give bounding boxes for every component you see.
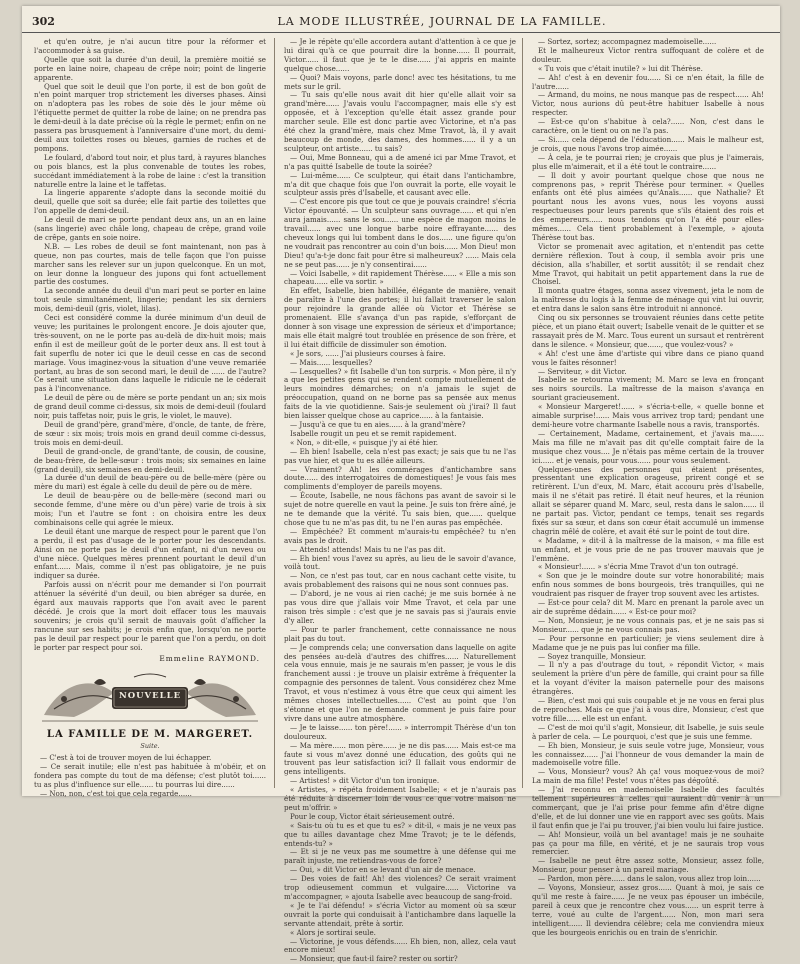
paragraph: — Je le répète qu'elle accordera autant d'attention à ce que je lui dirai qu'à ce que pourrait dire la bonne...... Il pourrait, Victor...... il faut que je te le dise...... j'ai appris en mainte quelque chose...... xyxy=(284,37,516,73)
paragraph: Deuil de grand'père, grand'mère, d'oncle, de tante, de frère, de sœur : six mois; trois mois en grand deuil comme ci-dessus, trois mois en demi-deuil. xyxy=(34,419,266,447)
article-mourning-etiquette xyxy=(34,38,266,653)
paragraph: — Voici Isabelle, » dit rapidement Thérèse...... « Elle a mis son chapeau...... elle va sortir. » xyxy=(284,268,516,287)
paragraph: — Eh bien! Isabelle, cela n'est pas exact; je sais que tu ne l'as pas vue hier, et que tu es allée ailleurs. xyxy=(284,446,516,465)
paragraph: — Mais...... lesquelles? xyxy=(290,357,373,367)
paragraph: Le foulard, d'abord tout noir, et plus tard, à rayures blanches ou pois blancs, est la plus convenable de toutes les robes, succédant immédiatement à la robe de laine : c'est la transition naturelle entre la laine et le taffetas. xyxy=(34,152,266,189)
story-title: LA FAMILLE DE M. MARGERET. xyxy=(46,729,254,741)
paragraph: Il monta quatre étages, sonna assez vivement, jeta le nom de la maîtresse du logis à la femme de ménage qui vint lui ouvrir, et entra dans le salon sans être introduit ni annoncé. xyxy=(532,286,764,314)
column-rule-right xyxy=(522,38,523,788)
paragraph: — Est-ce pour cela? dit M. Marc en prenant la parole avec un air de suprême dédain...... « Est-ce pour moi? xyxy=(532,598,764,616)
nouvelle-vignette xyxy=(34,669,266,727)
paragraph: Isabelle rougit un peu et se remit rapidement. xyxy=(290,428,457,438)
paragraph: Le deuil de mari se porte pendant deux ans, un an en laine (sans lingerie) avec châle long, chapeau de crêpe, grand voile de crêpe, gants en soie noire. xyxy=(34,215,266,242)
paragraph: La durée d'un deuil de beau-père ou de belle-mère (père ou mère du mari) est égale à celle du deuil de père ou de mère. xyxy=(34,473,266,492)
paragraph: — C'est encore pis que tout ce que je pouvais craindre! s'écria Victor épouvanté. — Un sculpteur sans ouvrage...... et qui n'en aura jamais...... sans le sou...... une espèce de magon moins le travail...... avec une longue barbe noire effrayante...... des cheveux longs qui lui tombent dans le dos...... une figure qu'on ne voudrait pas rencontrer au coin d'un bois...... Mon Dieu! mon Dieu! qu'a-t-je donc fait pour être si malheureux? ...... Mais cela ne se peut pas...... je n'y consentirai...... xyxy=(284,197,516,269)
paragraph: Parfois aussi on n'écrit pour me demander si l'on pourrait atténuer la sévérité d'un deuil, ou bien abréger sa durée, en égard aux mauvais rapports que l'on avait avec le parent décédé. Je crois que la mort doit effacer tous les mauvais souvenirs; je crois qu'il serait de mauvais goût d'afficher la rancune sur ses habits; je crois enfin que, lorsqu'on ne porte pas le deuil par respect pour le parent que l'on a perdu, on doit le porter par respect pour soi. xyxy=(34,580,266,652)
paragraph: — Écoute, Isabelle, ne nous fâchons pas avant de savoir si le sujet de notre querelle en vaut la peine. Je suis ton frère aîné, je ne te demande que la vérité. Tu sais bien, que...... quelque chose que tu ne m'as pas dit, tu ne l'en auras pas empêchée. xyxy=(284,491,516,527)
paragraph: — Ah! c'est à en devenir fou...... Si ce n'en était, la fille de l'autre...... xyxy=(532,72,764,91)
paragraph: — Victorine, je vous défends...... Eh bien, non, allez, cela vaut encore mieux! xyxy=(284,936,516,955)
paragraph: et qu'en outre, je n'ai aucun titre pour la réformer et l'accommoder à sa guise. xyxy=(34,37,266,55)
paragraph: Quelle que soit la durée d'un deuil, la première moitié se porte en laine noire, chapeau de crêpe noir; point de lingerie apparente. xyxy=(34,54,266,82)
paragraph: — C'est à toi de trouver moyen de lui échapper. xyxy=(40,753,212,763)
paragraph: — Pour personne en particulier; je viens seulement dire à Madame que je ne puis pas lui confier ma fille. xyxy=(532,633,764,652)
column-2 xyxy=(284,37,516,964)
paragraph: Victor se promenait avec agitation, et n'entendit pas cette dernière réflexion. Tout à coup, il sembla avoir pris une décision, alla s'habiller, et sortit aussitôt; il se rendait chez Mme Travot, qui habitait un petit appartement dans la rue de Choisel. xyxy=(532,241,764,287)
vignette-label: NOUVELLE xyxy=(118,691,182,702)
column-1 xyxy=(34,37,266,798)
paragraph: — Sortez, sortez; accompagnez mademoiselle...... xyxy=(538,37,717,46)
paragraph: La seconde année du deuil d'un mari peut se porter en laine tout seule simultanément, lingerie; pendant les six derniers mois, demi-deuil (gris, violet, lilas). xyxy=(34,286,266,314)
paragraph: — C'est de moi qu'il s'agit, Monsieur, dit Isabelle, je suis seule à parler de cela. — Le pourquoi, c'est que je suis une femme. xyxy=(532,722,764,741)
paragraph: — Quoi? Mais voyons, parle donc! avec tes hésitations, tu me mets sur le gril. xyxy=(284,72,516,91)
paragraph: — Ma mère...... mon père...... je ne dis pas...... Mais est-ce ma faute si vous m'avez donné une éducation, des goûts qui ne trouvent pas leur satisfaction ici? Il fallait vous endormir de gens intelligents. xyxy=(284,740,516,777)
paragraph: « Alors je sortirai seule. xyxy=(290,927,376,937)
paragraph: — J'ai reconnu en mademoiselle Isabelle des facultés tellement supérieures à celles qui auraient dû venir à un commerçant, que je l'ai prise pour femme afin d'être digne d'elle, et de lui donner une vie en rapport avec ses goûts. Mais il faut enfin que je l'ai pu trouver, j'ai bien voulu lui faire justice. xyxy=(532,785,764,830)
paragraph: — Vraiment? Ah! les commérages d'antichambre sans doute...... des interrogatoires de domestiques! Je vous fais mes compliments d'employer de pareils moyens. xyxy=(284,464,516,492)
paragraph: « Tu vois que c'était inutile? » lui dit Thérèse. xyxy=(538,63,703,73)
paragraph: — Tu sais qu'elle nous avait dit hier qu'elle allait voir sa grand'mère...... J'avais voulu l'accompagner, mais elle s'y est opposée, et à l'exception qu'elle était assez grande pour marcher seule. Elle est donc partie avec Victorine, et n'a pas été chez la grand'mère, mais chez Mme Travot, là, il y avait beaucoup de monde, des dames, des hommes...... il y a un sculpteur, ont artiste...... tu sais? xyxy=(284,90,516,153)
paragraph: Et le malheureux Victor rentra suffoquant de colère et de douleur. xyxy=(532,45,764,64)
paragraph: Deuil de grand-oncle, de grand'tante, de cousin, de cousine, de beau-frère, de belle-sœur : trois mois; six semaines en laine (grand deuil), six semaines en demi-deuil. xyxy=(34,446,266,474)
paragraph: — Lesquelles? » fit Isabelle d'un ton surpris. « Mon père, il n'y a que les petites gens qui se rendent compte mutuellement de leurs moindres démarches; on n'a jamais le sujet de préoccupation, quand on ne borne pas sa pensée aux menus faits de la vie quotidienne. Sais-je seulement où j'irai? Il faut bien laisser quelque chose au caprice...... à la fantaisie. xyxy=(284,366,516,421)
paragraph: — Monsieur, que faut-il faire? rester ou sortir? xyxy=(290,954,458,964)
paragraph: « Madame, » dit-il à la maîtresse de la maison, « ma fille est un enfant, et je vous prie de ne pas trouver mauvais que je l'emmène. xyxy=(532,535,764,563)
paragraph: — Ah! Monsieur, voilà un bel avantage! mais je ne souhaite pas ça pour ma fille, en vérité, et je ne saurais trop vous remercier. xyxy=(532,829,764,857)
paragraph: — Artistes! » dit Victor d'un ton ironique. xyxy=(290,776,440,786)
paragraph: — Je te laisse...... ton père!...... » interrompit Thérèse d'un ton douloureux. xyxy=(284,722,516,741)
paragraph: — Vous, Monsieur? vous? Ah ça! vous moquez-vous de moi? La main de ma fille! Peste! vous n'êtes pas dégoûté. xyxy=(532,767,764,786)
paragraph: — À cela, je te pourrai rien; je croyais que plus je l'aimerais, plus elle m'aimerait, et il a été tout le contraire...... xyxy=(532,152,764,171)
paragraph: Quel que soit le deuil que l'on porte, il est de bon goût de n'en point marquer trop strictement les diverses phases. Ainsi on n'adoptera pas les robes de soie dès le jour même où l'étiquette permet de quitter la robe de laine; on ne prendra pas le demi-deuil à la date précise où la règle le permet; enfin on ne passera pas brusquement à l'anniversaire d'une mort, du demi-deuil aux toilettes roses ou bleues, garnies de ruches et de pompons. xyxy=(34,81,266,153)
paragraph: — Eh bien, Monsieur, je suis seule votre juge, Monsieur, vous les connaissez...... J'ai l'honneur de vous demander la main de mademoiselle votre fille. xyxy=(532,740,764,768)
paragraph: La lingerie apparente s'adopte dans la seconde moitié du deuil, quelle que soit sa durée; elle fait partie des toilettes que l'on appelle de demi-deuil. xyxy=(34,188,266,216)
paragraph: Quelques-unes des personnes qui étaient présentes, pressentant une explication orageuse, prirent congé et se retirèrent. L'un d'eux, M. Marc, était accouru près d'Isabelle, mais il ne s'était pas retiré. Il était neuf heures, et la réunion allait se séparer quand M. Marc, seul, resta dans le salon...... il ne partait pas. Victor, pendant ce temps, tenait ses regards fixés sur sa sœur, et dans son cœur était accumulé un immense chagrin mêlé de colère, et avait été sur le point de tout dire. xyxy=(532,464,764,536)
paragraph: — Pour te parler franchement, cette connaissance ne nous plait pas du tout. xyxy=(284,624,516,643)
paragraph: — Il n'y a pas d'outrage du tout, » répondit Victor, « mais seulement la prière d'un père de famille, qui craint pour sa fille et la voyant d'éviter la maison paternelle pour des maisons étrangères. xyxy=(532,660,764,697)
paragraph: — Il doit y avoir pourtant quelque chose que nous ne comprenons pas, » reprit Thérèse pour terminer. « Quelles enfants ont été plus aimées qu'Anaïs...... que Nathalie? Et pourtant nous les avons vues, nous les voyons aussi respectueuses pour leurs parents que s'ils étaient des rois et des empereurs...... nous tendons qu'on l'a été pour elles-mêmes...... Cela tient probablement à l'exemple, » ajouta Thérèse tout bas. xyxy=(532,170,764,242)
page-number: 302 xyxy=(32,15,55,28)
paragraph: — Soyez tranquille, Monsieur. xyxy=(538,651,646,661)
page-header xyxy=(22,6,780,33)
running-title: LA MODE ILLUSTRÉE, JOURNAL DE LA FAMILLE. xyxy=(277,15,607,28)
paragraph: — Oui, » dit Victor en se levant d'un air de menace. xyxy=(290,865,476,875)
paragraph: Le deuil de beau-père ou de belle-mère (second mari ou seconde femme, d'une mère ou d'un père) varie de trois à six mois; l'un et l'autre se font : on choisira entre les deux combinaisons celle qui agrée le mieux. xyxy=(34,491,266,527)
paragraph: — Lui-même...... Ce sculpteur, qui était dans l'antichambre, m'a dit que chaque fois que l'on ouvrait la porte, elle voyait le sculpteur assis près d'Isabelle, et causant avec elle. xyxy=(284,170,516,198)
paragraph: — Ce serait inutile; elle n'est pas habituée à m'obéir, et on fondera pas compte du tout de ma défense; c'est plutôt toi...... tu as plus d'influence sur elle...... tu pourras lui dire...... xyxy=(34,762,266,789)
paragraph: Isabelle se retourna vivement; M. Marc se leva en fronçant ses noirs sourcils. La maîtresse de la maison s'avança en souriant gracieusement. xyxy=(532,375,764,403)
story-opening xyxy=(34,754,266,799)
paragraph: — Isabelle ne peut être assez sotte, Monsieur, assez folle, Monsieur, pour penser à un pareil mariage. xyxy=(532,856,764,875)
paragraph: — Attends! attends! Mais tu ne l'as pas dit. xyxy=(290,544,446,554)
author-signature: Emmeline RAYMOND. xyxy=(159,653,260,663)
newspaper-page xyxy=(22,6,780,964)
paragraph: — Non, ce n'est pas tout, car en nous cachant cette visite, tu avais probablement des raisons qui ne nous sont connues pas. xyxy=(284,571,516,590)
paragraph: En effet, Isabelle, bien habillée, élégante de manière, venait de paraître à l'une des portes; il lui fallait traverser le salon pour rejoindre la grande allée où Victor et Thérèse se promenaient. Elle s'avança d'un pas rapide, s'efforçant de donner à son visage une expression de sérieux et d'importance; mais elle était malgré tout troublée en présence de son frère, et il lui était difficile de dissimuler son émotion. xyxy=(284,286,516,349)
paragraph: — Bien, c'est moi qui suis coupable et je ne vous en ferai plus de reproches. Mais ce que j'ai à vous dire, Monsieur, c'est que votre fille...... elle est un enfant. xyxy=(532,696,764,723)
paragraph: — Serviteur, » dit Victor. xyxy=(538,366,627,376)
paragraph: « Artistes, » répéta froidement Isabelle; « et je n'aurais pas été réduite à discerner loin de vous ce que votre maison ne peut m'offrir. » xyxy=(284,785,516,812)
paragraph: Le deuil de père ou de mère se porte pendant un an; six mois de grand deuil comme ci-dessus, six mois de demi-deuil (foulard noir, puis taffetas noir, puis le gris, le violet, le mauve). xyxy=(34,393,266,421)
paragraph: — Est-ce qu'on s'habitue à cela?...... Non, c'est dans le caractère, on le tient ou on ne l'a pas. xyxy=(532,117,764,136)
paragraph: « Son que je le moindre doute sur votre honorabilité; mais enfin nous sommes de bons bourgeois, très tranquilles, qui ne voudraient pas risquer de frayer trop souvent avec les artistes. xyxy=(532,571,764,599)
paragraph: — Des voies de fait! Ah! des violences? Ce serait vraiment trop odieusement commun et vulgaire...... Victorine va m'accompagner, » ajouta Isabelle avec beaucoup de sang-froid. xyxy=(284,874,516,901)
paragraph: « Sais-tu où tu es et que tu es? » dit-il, « mais je ne veux pas que tu ailles davantage chez Mme Travot; je te le défends, entends-tu? » xyxy=(284,820,516,848)
paragraph: — Je comprends cela; une conversation dans laquelle on agite des pensées au-delà d'autres des chiffres...... Naturellement cela vous ennuie, mais je ne saurais m'en passer, je vous le dis franchement aussi : je trouve un plaisir extrême à fréquenter la compagnie des personnes de talent. Vous considérez chez Mme Travot, et vous n'estimez à vous être que ceux qui aiment les mêmes choses intellectuelles...... C'est au point que l'on s'étonne et que l'on ne demande comment je puis faire pour vivre dans une autre atmosphère. xyxy=(284,642,516,723)
paragraph: — Oui, Mme Bonneau, qui a de amené ici par Mme Travot, et n'a pas quitté Isabelle de toute la soirée? xyxy=(284,152,516,171)
paragraph: « Non, » dit-elle, « puisque j'y ai été hier. xyxy=(290,437,438,447)
column-rule-left xyxy=(274,38,275,788)
paragraph: N.B. — Les robes de deuil se font maintenant, non pas à queue, non pas courtes, mais de telle façon que l'on puisse marcher sans les relever sur un jupon quelconque. En un mot, on leur donne la longueur des jupons qui font actuellement partie des costumes. xyxy=(34,241,266,287)
paragraph: Cinq ou six personnes se trouvaient réunies dans cette petite pièce, et un piano était ouvert; Isabelle venait de le quitter et se rassayait près de M. Marc. Tous eurent un sursaut et rentrèrent dans le silence. « Monsieur, que......, que voulez-vous? » xyxy=(532,313,764,349)
paragraph: — Si...... cela dépend de l'éducation...... Mais le malheur est, je crois, que nous l'avons trop aimée...... xyxy=(532,134,764,153)
paragraph: — Empêchée? Et comment m'aurais-tu empêchée? tu n'en avais pas le droit. xyxy=(284,526,516,545)
paragraph: — Pardon, mon père...... dans le salon, vous allez trop loin...... xyxy=(538,874,761,884)
paragraph: — D'abord, je ne vous ai rien caché; je me suis bornée à ne pas vous dire que j'allais voir Mme Travot, et cela par une raison très simple : c'est que je ne savais pas si j'aurais envie d'y aller. xyxy=(284,589,516,625)
paragraph: Pour le coup, Victor était sérieusement outré. xyxy=(290,811,455,821)
paragraph: « Ah! c'est une âme d'artiste qui vibre dans ce piano quand vous le faites résonner! xyxy=(532,348,764,367)
paragraph: — Armand, du moins, ne nous manque pas de respect...... Ah! Victor, nous aurions dû peut-être habituer Isabelle à nous respecter. xyxy=(532,90,764,118)
paragraph: « Je te l'ai défendu! » s'écria Victor au moment où sa sœur ouvrait la porte qui conduisait à l'antichambre dans laquelle la servante attendait, prête à sortir. xyxy=(284,900,516,928)
paragraph: Ceci est considéré comme la durée minimum d'un deuil de veuve; les puritaines le prolongent encore. Je dois ajouter que, très-souvent, on ne le porte pas au-delà de dix-huit mois; mais enfin il est de meilleur goût de le porter deux ans. Il est tout à fait superflu de noter ici que le deuil cesse en cas de second mariage. Vous imaginez-vous la situation d'une veuve remariée portant, au bras de son second mari, le deuil de ...... de l'autre? Ce serait une situation dans laquelle le ridicule ne le céderait pas à l'inconvenance. xyxy=(34,313,266,394)
paragraph: — Certainement, Madame, certainement, et j'avais ma...... Mais ma fille ne m'avait pas dit qu'elle comptait faire de la musique chez vous.... Je n'étais pas même certain de la trouver ici...... et je venais, pour vous...... pour vous seulement. xyxy=(532,428,764,465)
column-3 xyxy=(532,37,764,937)
story-subtitle: Suite. xyxy=(140,742,160,751)
paragraph: — Jusqu'à ce que tu en aies...... à la grand'mère? xyxy=(290,419,466,429)
paragraph: « Monsieur!...... » s'écria Mme Travot d'un ton outragé. xyxy=(538,562,739,572)
paragraph: — Eh bien! vous l'avez su après, au lieu de le savoir d'avance, voilà tout. xyxy=(284,553,516,572)
paragraph: « Je sors, ...... J'ai plusieurs courses à faire. xyxy=(290,348,446,358)
paragraph: — Non, non, c'est toi que cela regarde...... xyxy=(40,788,192,798)
paragraph: — Et si je ne veux pas me soumettre à une défense qui me paraît injuste, me retiendras-vous de force? xyxy=(284,847,516,866)
paragraph: — Voyons, Monsieur, assez gros...... Quant à moi, je sais ce qu'il me reste à faire...... Je ne veux pas épouser un imbécile, pareil à ceux que je rencontre chez vous...... un esprit terre à terre, voué au culte de l'argent...... Non, mon mari sera intelligent...... Il deviendra célèbre; cela me conviendra mieux que les bourgeois enrichis ou en train de s'enrichir. xyxy=(532,883,764,937)
paragraph: Le deuil étant une marque de respect pour le parent que l'on a perdu, il est pas d'usage de le porter pour les descendants. Ainsi on ne porte pas le deuil d'un enfant, ni d'un neveu ou d'une nièce. Quelques mères prennent pourtant le deuil d'un enfant...... Mais, comme il n'est pas obligatoire, je ne puis indiquer sa durée. xyxy=(34,526,266,581)
paragraph: « Monsieur Margeret!...... » s'écria-t-elle, « quelle bonne et aimable surprise!...... Mais vous arrivez trop tard; pendant une demi-heure votre charmante Isabelle nous a ravis, transportés. xyxy=(532,402,764,429)
paragraph: — Non, Monsieur, je ne vous connais pas, et je ne sais pas si Monsieur...... que je ne vous connais pas. xyxy=(532,615,764,634)
